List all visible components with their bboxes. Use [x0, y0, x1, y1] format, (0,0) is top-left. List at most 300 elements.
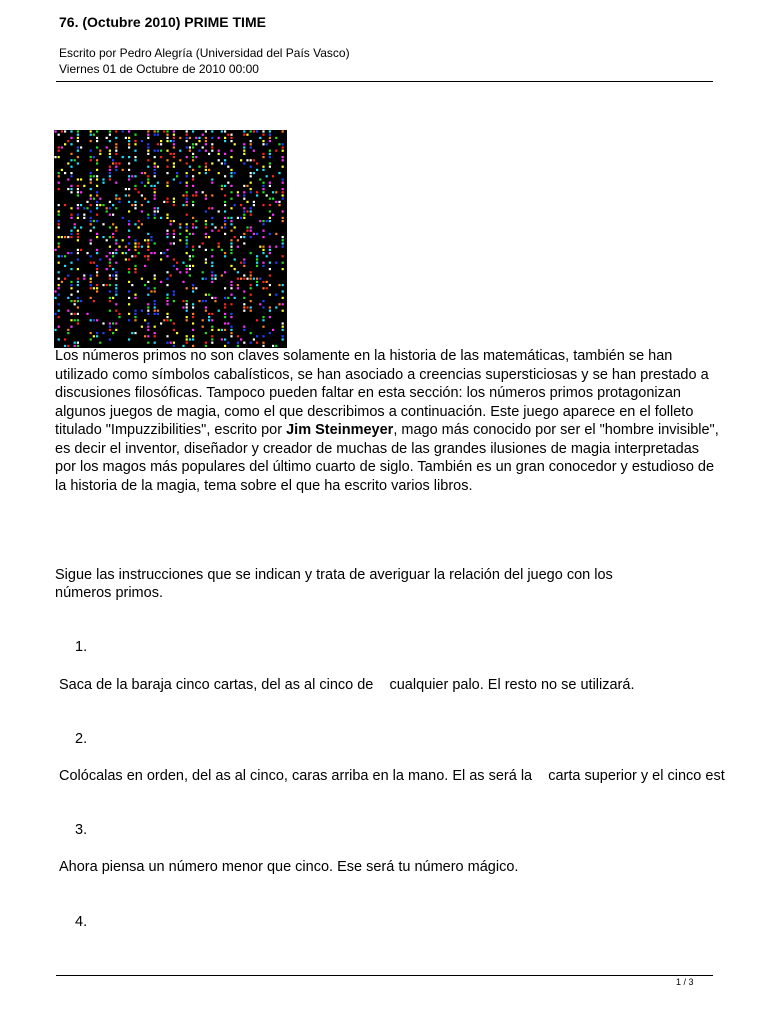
pattern-dot	[147, 233, 149, 235]
pattern-dot	[154, 335, 156, 337]
pattern-dot	[269, 130, 271, 132]
pattern-dot	[90, 262, 92, 264]
pattern-dot	[144, 185, 146, 187]
pattern-dot	[128, 338, 130, 340]
pattern-dot	[205, 140, 207, 142]
pattern-dot	[224, 162, 226, 164]
pattern-dot	[54, 329, 56, 331]
pattern-dot	[262, 300, 264, 302]
pattern-dot	[186, 137, 188, 139]
pattern-dot	[269, 274, 271, 276]
pattern-dot	[93, 226, 95, 228]
pattern-dot	[186, 204, 188, 206]
pattern-dot	[70, 284, 72, 286]
pattern-dot	[218, 246, 220, 248]
pattern-dot	[173, 233, 175, 235]
pattern-dot	[160, 156, 162, 158]
pattern-dot	[154, 172, 156, 174]
pattern-dot	[90, 319, 92, 321]
pattern-dot	[230, 326, 232, 328]
pattern-dot	[182, 281, 184, 283]
pattern-dot	[70, 185, 72, 187]
pattern-dot	[173, 178, 175, 180]
pattern-dot	[278, 303, 280, 305]
pattern-dot	[275, 233, 277, 235]
pattern-dot	[243, 217, 245, 219]
pattern-dot	[109, 262, 111, 264]
pattern-dot	[77, 281, 79, 283]
pattern-dot	[147, 310, 149, 312]
pattern-dot	[182, 262, 184, 264]
pattern-dot	[128, 169, 130, 171]
pattern-dot	[160, 217, 162, 219]
pattern-dot	[205, 220, 207, 222]
pattern-dot	[77, 214, 79, 216]
pattern-dot	[96, 201, 98, 203]
pattern-dot	[147, 201, 149, 203]
pattern-dot	[269, 156, 271, 158]
pattern-dot	[243, 265, 245, 267]
pattern-dot	[278, 204, 280, 206]
pattern-dot	[253, 150, 255, 152]
pattern-dot	[64, 278, 66, 280]
pattern-dot	[154, 207, 156, 209]
pattern-dot	[275, 306, 277, 308]
pattern-dot	[186, 130, 188, 132]
pattern-dot	[128, 188, 130, 190]
pattern-dot	[256, 335, 258, 337]
pattern-dot	[154, 306, 156, 308]
pattern-dot	[224, 210, 226, 212]
pattern-dot	[134, 249, 136, 251]
pattern-dot	[166, 335, 168, 337]
pattern-dot	[96, 146, 98, 148]
pattern-dot	[211, 178, 213, 180]
pattern-dot	[90, 134, 92, 136]
pattern-dot	[192, 265, 194, 267]
pattern-dot	[77, 137, 79, 139]
pattern-dot	[58, 278, 60, 280]
pattern-dot	[115, 294, 117, 296]
pattern-dot	[160, 150, 162, 152]
pattern-dot	[192, 153, 194, 155]
pattern-dot	[109, 297, 111, 299]
pattern-dot	[74, 300, 76, 302]
pattern-dot	[166, 297, 168, 299]
pattern-dot	[282, 194, 284, 196]
pattern-dot	[134, 204, 136, 206]
author-line: Escrito por Pedro Alegría (Universidad del País Vasco)	[59, 46, 350, 60]
pattern-dot	[61, 169, 63, 171]
pattern-dot	[208, 236, 210, 238]
pattern-dot	[246, 134, 248, 136]
pattern-dot	[250, 271, 252, 273]
pattern-dot	[262, 204, 264, 206]
pattern-dot	[96, 268, 98, 270]
pattern-dot	[77, 319, 79, 321]
pattern-dot	[70, 172, 72, 174]
pattern-dot	[173, 290, 175, 292]
pattern-dot	[269, 134, 271, 136]
pattern-dot	[170, 274, 172, 276]
pattern-dot	[166, 278, 168, 280]
pattern-dot	[96, 284, 98, 286]
pattern-dot	[154, 326, 156, 328]
prime-pattern-svg	[54, 130, 287, 348]
pattern-dot	[230, 191, 232, 193]
pattern-dot	[154, 210, 156, 212]
pattern-dot	[112, 252, 114, 254]
pattern-dot	[144, 198, 146, 200]
pattern-dot	[192, 290, 194, 292]
pattern-dot	[253, 201, 255, 203]
pattern-dot	[250, 230, 252, 232]
pattern-dot	[221, 162, 223, 164]
pattern-dot	[186, 300, 188, 302]
pattern-dot	[250, 252, 252, 254]
pattern-dot	[83, 207, 85, 209]
pattern-dot	[182, 306, 184, 308]
pattern-dot	[166, 217, 168, 219]
pattern-dot	[240, 236, 242, 238]
pattern-dot	[147, 175, 149, 177]
pattern-dot	[112, 255, 114, 257]
pattern-dot	[192, 201, 194, 203]
pattern-dot	[115, 303, 117, 305]
pattern-dot	[134, 143, 136, 145]
pattern-dot	[154, 313, 156, 315]
pattern-dot	[134, 294, 136, 296]
pattern-dot	[154, 300, 156, 302]
pattern-dot	[58, 246, 60, 248]
pattern-dot	[61, 130, 63, 132]
pattern-dot	[115, 162, 117, 164]
pattern-dot	[282, 335, 284, 337]
pattern-dot	[253, 233, 255, 235]
pattern-dot	[70, 191, 72, 193]
pattern-dot	[115, 242, 117, 244]
pattern-dot	[166, 255, 168, 257]
pattern-dot	[122, 169, 124, 171]
pattern-dot	[61, 255, 63, 257]
pattern-dot	[96, 271, 98, 273]
pattern-dot	[70, 137, 72, 139]
pattern-dot	[256, 130, 258, 132]
pattern-dot	[109, 140, 111, 142]
pattern-dot	[128, 178, 130, 180]
pattern-dot	[58, 175, 60, 177]
pattern-dot	[224, 137, 226, 139]
pattern-dot	[269, 220, 271, 222]
pattern-dot	[189, 274, 191, 276]
pattern-dot	[269, 306, 271, 308]
pattern-dot	[109, 226, 111, 228]
pattern-dot	[250, 130, 252, 132]
pattern-dot	[266, 143, 268, 145]
pattern-dot	[192, 146, 194, 148]
pattern-dot	[157, 134, 159, 136]
pattern-dot	[208, 169, 210, 171]
pattern-dot	[214, 226, 216, 228]
pattern-dot	[189, 268, 191, 270]
pattern-dot	[134, 316, 136, 318]
pattern-dot	[77, 239, 79, 241]
pattern-dot	[70, 166, 72, 168]
pattern-dot	[77, 297, 79, 299]
pattern-dot	[166, 166, 168, 168]
pattern-dot	[150, 252, 152, 254]
pattern-dot	[154, 130, 156, 132]
pattern-dot	[230, 223, 232, 225]
pattern-dot	[154, 175, 156, 177]
pattern-dot	[282, 303, 284, 305]
pattern-dot	[96, 220, 98, 222]
pattern-dot	[147, 326, 149, 328]
pattern-dot	[128, 175, 130, 177]
pattern-dot	[128, 319, 130, 321]
pattern-dot	[125, 246, 127, 248]
pattern-dot	[147, 134, 149, 136]
pattern-dot	[224, 220, 226, 222]
pattern-dot	[198, 246, 200, 248]
pattern-dot	[198, 300, 200, 302]
pattern-dot	[70, 252, 72, 254]
pattern-dot	[186, 230, 188, 232]
pattern-dot	[205, 278, 207, 280]
pattern-dot	[240, 159, 242, 161]
pattern-dot	[230, 294, 232, 296]
pattern-dot	[256, 281, 258, 283]
pattern-dot	[256, 265, 258, 267]
pattern-dot	[221, 226, 223, 228]
pattern-dot	[192, 156, 194, 158]
pattern-dot	[173, 265, 175, 267]
pattern-dot	[61, 236, 63, 238]
pattern-dot	[99, 198, 101, 200]
pattern-dot	[205, 223, 207, 225]
pattern-dot	[160, 322, 162, 324]
pattern-dot	[112, 233, 114, 235]
pattern-dot	[221, 130, 223, 132]
pattern-dot	[102, 236, 104, 238]
pattern-dot	[118, 198, 120, 200]
pattern-dot	[186, 162, 188, 164]
pattern-dot	[128, 156, 130, 158]
pattern-dot	[58, 146, 60, 148]
pattern-dot	[253, 338, 255, 340]
pattern-dot	[243, 146, 245, 148]
pattern-dot	[90, 140, 92, 142]
pattern-dot	[192, 178, 194, 180]
pattern-dot	[230, 335, 232, 337]
pattern-dot	[138, 220, 140, 222]
pattern-dot	[282, 178, 284, 180]
pattern-dot	[224, 153, 226, 155]
pattern-dot	[234, 226, 236, 228]
pattern-dot	[243, 290, 245, 292]
pattern-dot	[173, 166, 175, 168]
pattern-dot	[282, 188, 284, 190]
pattern-dot	[282, 166, 284, 168]
pattern-dot	[134, 134, 136, 136]
pattern-dot	[192, 194, 194, 196]
pattern-dot	[230, 137, 232, 139]
pattern-dot	[224, 201, 226, 203]
pattern-dot	[262, 188, 264, 190]
pattern-dot	[214, 274, 216, 276]
pattern-dot	[131, 204, 133, 206]
pattern-dot	[70, 207, 72, 209]
pattern-dot	[269, 198, 271, 200]
pattern-dot	[166, 319, 168, 321]
pattern-dot	[269, 249, 271, 251]
pattern-dot	[253, 130, 255, 132]
pattern-dot	[67, 162, 69, 164]
pattern-dot	[67, 252, 69, 254]
pattern-dot	[186, 198, 188, 200]
pattern-dot	[278, 201, 280, 203]
pattern-dot	[176, 332, 178, 334]
pattern-dot	[250, 332, 252, 334]
pattern-dot	[186, 246, 188, 248]
pattern-dot	[96, 169, 98, 171]
pattern-dot	[202, 300, 204, 302]
pattern-dot	[154, 274, 156, 276]
pattern-dot	[77, 194, 79, 196]
pattern-dot	[112, 332, 114, 334]
pattern-dot	[243, 143, 245, 145]
pattern-dot	[243, 185, 245, 187]
pattern-dot	[186, 185, 188, 187]
pattern-dot	[192, 338, 194, 340]
pattern-dot	[83, 278, 85, 280]
pattern-dot	[282, 242, 284, 244]
pattern-dot	[131, 284, 133, 286]
pattern-dot	[147, 146, 149, 148]
pattern-dot	[138, 226, 140, 228]
pattern-dot	[166, 172, 168, 174]
pattern-dot	[109, 150, 111, 152]
pattern-dot	[173, 143, 175, 145]
pattern-dot	[243, 134, 245, 136]
pattern-dot	[221, 185, 223, 187]
pattern-dot	[195, 156, 197, 158]
pattern-dot	[67, 274, 69, 276]
pattern-dot	[96, 207, 98, 209]
pattern-dot	[134, 271, 136, 273]
pattern-dot	[224, 217, 226, 219]
pattern-dot	[176, 268, 178, 270]
pattern-dot	[134, 268, 136, 270]
pattern-dot	[112, 268, 114, 270]
pattern-dot	[189, 265, 191, 267]
pattern-dot	[262, 306, 264, 308]
pattern-dot	[262, 143, 264, 145]
pattern-dot	[237, 191, 239, 193]
pattern-dot	[96, 233, 98, 235]
pattern-dot	[157, 182, 159, 184]
pattern-dot	[246, 226, 248, 228]
pattern-dot	[262, 281, 264, 283]
pattern-dot	[138, 246, 140, 248]
pattern-dot	[102, 284, 104, 286]
pattern-dot	[163, 130, 165, 132]
pattern-dot	[250, 175, 252, 177]
pattern-dot	[195, 220, 197, 222]
pattern-dot	[58, 172, 60, 174]
step-number-3: 3.	[75, 822, 88, 838]
pattern-dot	[237, 239, 239, 241]
pattern-dot	[109, 207, 111, 209]
pattern-dot	[96, 335, 98, 337]
pattern-dot	[115, 310, 117, 312]
pattern-dot	[93, 175, 95, 177]
step-number-4: 4.	[75, 914, 88, 930]
pattern-dot	[147, 242, 149, 244]
pattern-dot	[141, 194, 143, 196]
pattern-dot	[224, 329, 226, 331]
pattern-dot	[86, 201, 88, 203]
pattern-dot	[58, 255, 60, 257]
pattern-dot	[186, 239, 188, 241]
pattern-dot	[250, 287, 252, 289]
pattern-dot	[160, 281, 162, 283]
pattern-dot	[112, 322, 114, 324]
pattern-dot	[186, 268, 188, 270]
pattern-dot	[211, 137, 213, 139]
pattern-dot	[262, 153, 264, 155]
pattern-dot	[80, 204, 82, 206]
pattern-dot	[134, 265, 136, 267]
pattern-dot	[166, 316, 168, 318]
pattern-dot	[58, 242, 60, 244]
pattern-dot	[115, 239, 117, 241]
pattern-dot	[192, 303, 194, 305]
pattern-dot	[90, 332, 92, 334]
pattern-dot	[157, 207, 159, 209]
pattern-dot	[144, 255, 146, 257]
pattern-dot	[77, 268, 79, 270]
pattern-dot	[189, 137, 191, 139]
pattern-dot	[118, 313, 120, 315]
pattern-dot	[163, 252, 165, 254]
pattern-dot	[211, 313, 213, 315]
pattern-dot	[70, 294, 72, 296]
pattern-dot	[90, 194, 92, 196]
pattern-dot	[154, 217, 156, 219]
pattern-dot	[282, 255, 284, 257]
pattern-dot	[218, 150, 220, 152]
pattern-dot	[227, 342, 229, 344]
pattern-dot	[189, 150, 191, 152]
pattern-dot	[259, 303, 261, 305]
pattern-dot	[90, 175, 92, 177]
pattern-dot	[186, 287, 188, 289]
pattern-dot	[54, 313, 56, 315]
pattern-dot	[115, 166, 117, 168]
pattern-dot	[211, 130, 213, 132]
pattern-dot	[269, 137, 271, 139]
pattern-dot	[90, 156, 92, 158]
pattern-dot	[166, 342, 168, 344]
pattern-dot	[112, 204, 114, 206]
pattern-dot	[83, 185, 85, 187]
pattern-dot	[230, 239, 232, 241]
pattern-dot	[250, 207, 252, 209]
pattern-dot	[134, 332, 136, 334]
pattern-dot	[157, 143, 159, 145]
pattern-dot	[80, 178, 82, 180]
